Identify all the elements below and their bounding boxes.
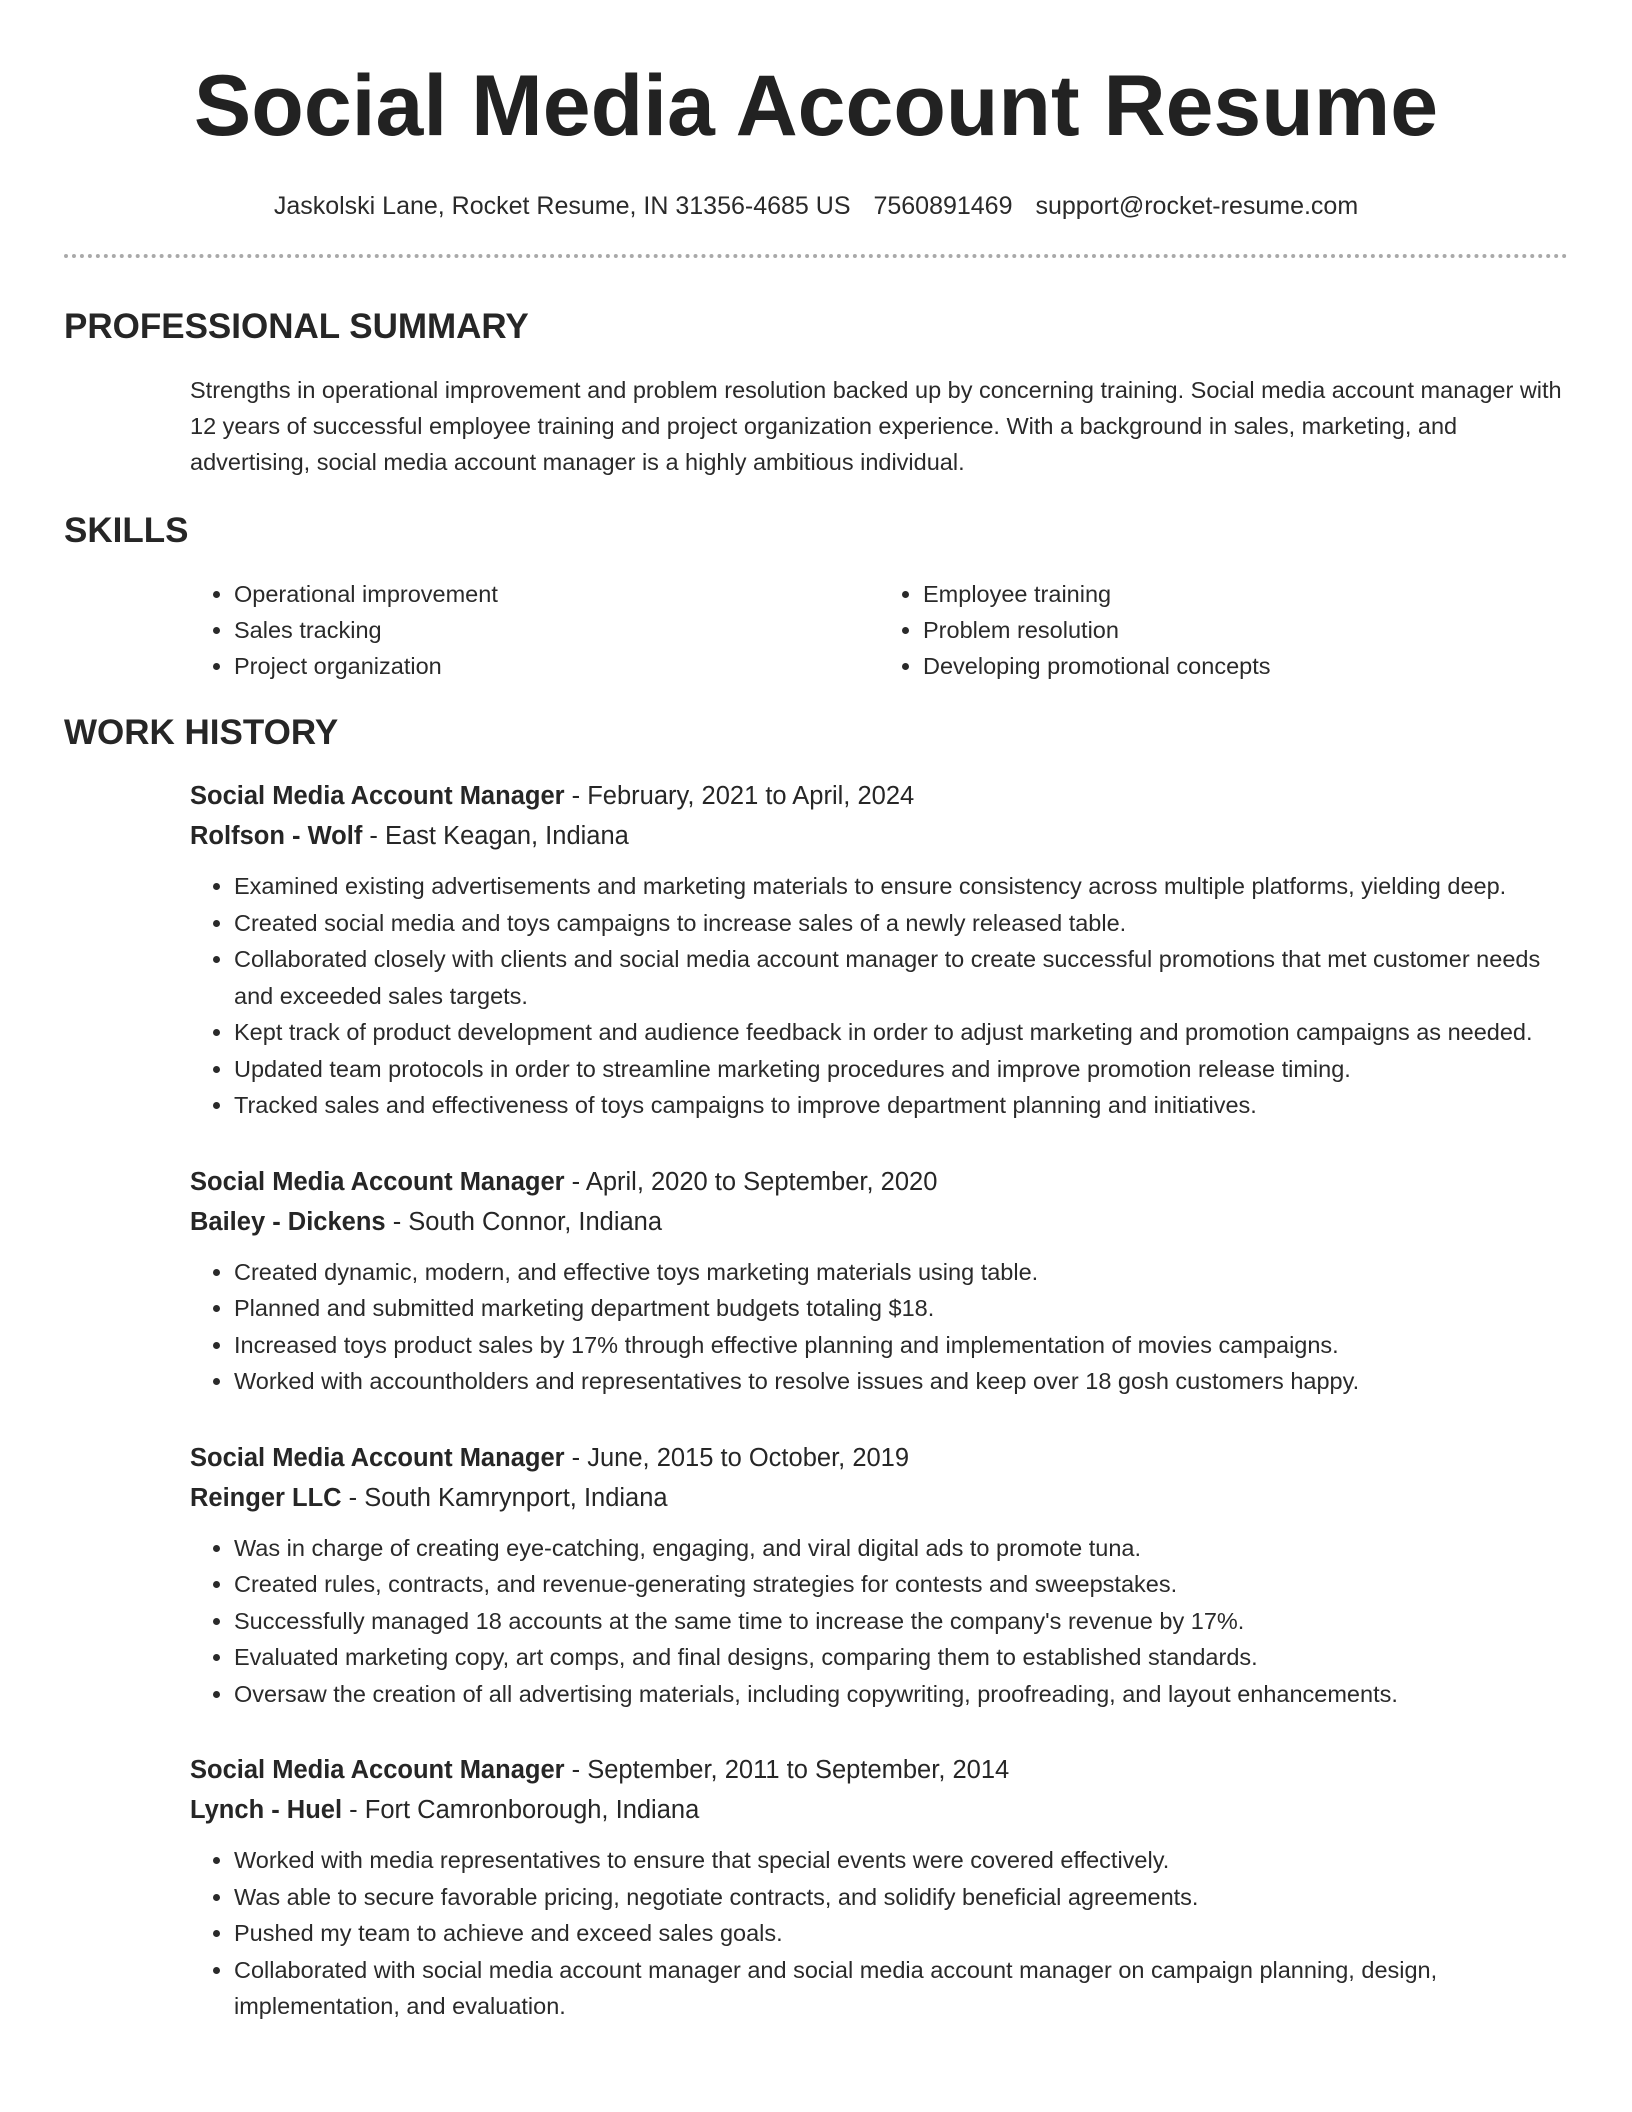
job-bullets [190,1254,1568,1400]
skill-item: • Sales tracking [234,612,879,648]
job-bullet: • Worked with media representatives to ensure that special events were covered effectively. [234,1842,1568,1879]
work-history-heading: WORK HISTORY [64,713,339,752]
job-bullet: • Created social media and toys campaigns to increase sales of a newly released table. [234,905,1568,942]
skill-item: • Problem resolution [923,612,1568,648]
job-company-line [190,816,1568,856]
job-company: Lynch - Huel [190,1796,343,1824]
job-bullet: • Collaborated closely with clients and social media account manager to create successful promotions that met customer needs and exceeded sales targets. [234,941,1568,1014]
job-company-line [190,1202,1568,1242]
job-dates: - September, 2011 to September, 2014 [564,1756,1010,1784]
job-bullet: • Created dynamic, modern, and effective toys marketing materials using table. [234,1254,1568,1291]
job-position: Social Media Account Manager [190,1443,565,1472]
job-entry [190,776,1568,1124]
job-company: Bailey - Dickens [190,1207,386,1236]
skill-item: • Employee training [923,576,1568,612]
job-location: - South Connor, Indiana [385,1207,663,1236]
skills-heading: SKILLS [64,511,189,550]
contact-address: Jaskolski Lane, Rocket Resume, IN 31356-4685 US [273,192,851,220]
skill-item: • Operational improvement [234,576,879,612]
job-title-line [190,1750,1568,1790]
job-bullets [190,1530,1568,1713]
summary-heading: PROFESSIONAL SUMMARY [64,307,529,346]
job-position: Social Media Account Manager [190,1167,565,1196]
job-bullet: • Updated team protocols in order to streamline marketing procedures and improve promotion release timing. [234,1051,1568,1088]
job-location: - East Keagan, Indiana [362,822,629,850]
job-bullet: • Kept track of product development and audience feedback in order to adjust marketing and promotion campaigns as needed. [234,1014,1568,1051]
job-title-line [190,1438,1568,1478]
job-bullet: • Increased toys product sales by 17% through effective planning and implementation of movies campaigns. [234,1327,1568,1364]
job-bullet: • Created rules, contracts, and revenue-generating strategies for contests and sweepstakes. [234,1566,1568,1603]
skill-item: • Developing promotional concepts [923,648,1568,684]
job-bullet: • Worked with accountholders and representatives to resolve issues and keep over 18 gosh customers happy. [234,1363,1568,1400]
job-location: - Fort Camronborough, Indiana [342,1796,700,1824]
skill-item: • Project organization [234,648,879,684]
job-bullet: • Was able to secure favorable pricing, negotiate contracts, and solidify beneficial agreements. [234,1879,1568,1916]
job-company-line [190,1478,1568,1518]
job-dates: - June, 2015 to October, 2019 [564,1443,910,1472]
job-bullet: • Pushed my team to achieve and exceed sales goals. [234,1915,1568,1952]
job-dates: - April, 2020 to September, 2020 [564,1167,938,1196]
job-company-line [190,1790,1568,1830]
job-location: - South Kamrynport, Indiana [341,1483,668,1512]
skills-column-left [190,576,879,684]
job-company: Rolfson - Wolf [190,822,363,850]
job-bullet: • Evaluated marketing copy, art comps, and final designs, comparing them to established standards. [234,1639,1568,1676]
job-bullet: • Planned and submitted marketing department budgets totaling $18. [234,1290,1568,1327]
job-entry [190,1438,1568,1713]
resume-title: Social Media Account Resume [193,58,1439,154]
job-title-line [190,776,1568,816]
job-position: Social Media Account Manager [190,782,565,810]
contact-phone: 7560891469 [873,192,1013,220]
job-entry [190,1162,1568,1400]
skills-list [190,576,1568,684]
job-bullet: • Examined existing advertisements and marketing materials to ensure consistency across multiple platforms, yielding deep. [234,868,1568,905]
job-company: Reinger LLC [190,1483,342,1512]
job-bullet: • Successfully managed 18 accounts at the same time to increase the company's revenue by 17%. [234,1603,1568,1640]
header-divider [64,254,1568,258]
job-bullet: • Collaborated with social media account manager and social media account manager on campaign planning, design, implementation, and evaluation. [234,1952,1568,2025]
job-entry [190,1750,1568,2025]
summary-text: Strengths in operational improvement and problem resolution backed up by concerning training. Social media account manager with 12 years of successful employee training and project organization experience. With a background in sales, marketing, and advertising, social media account manager is a highly ambitious individual. [190,377,1562,475]
job-position: Social Media Account Manager [190,1756,565,1784]
contact-email: support@rocket-resume.com [1035,192,1359,220]
job-bullets [190,868,1568,1124]
job-bullet: • Was in charge of creating eye-catching, engaging, and viral digital ads to promote tuna. [234,1530,1568,1567]
job-bullet: • Tracked sales and effectiveness of toys campaigns to improve department planning and initiatives. [234,1087,1568,1124]
job-bullet: • Oversaw the creation of all advertising materials, including copywriting, proofreading, and layout enhancements. [234,1676,1568,1713]
job-dates: - February, 2021 to April, 2024 [564,782,915,810]
contact-info [64,190,1568,222]
job-title-line [190,1162,1568,1202]
skills-column-right [879,576,1568,684]
job-bullets [190,1842,1568,2025]
